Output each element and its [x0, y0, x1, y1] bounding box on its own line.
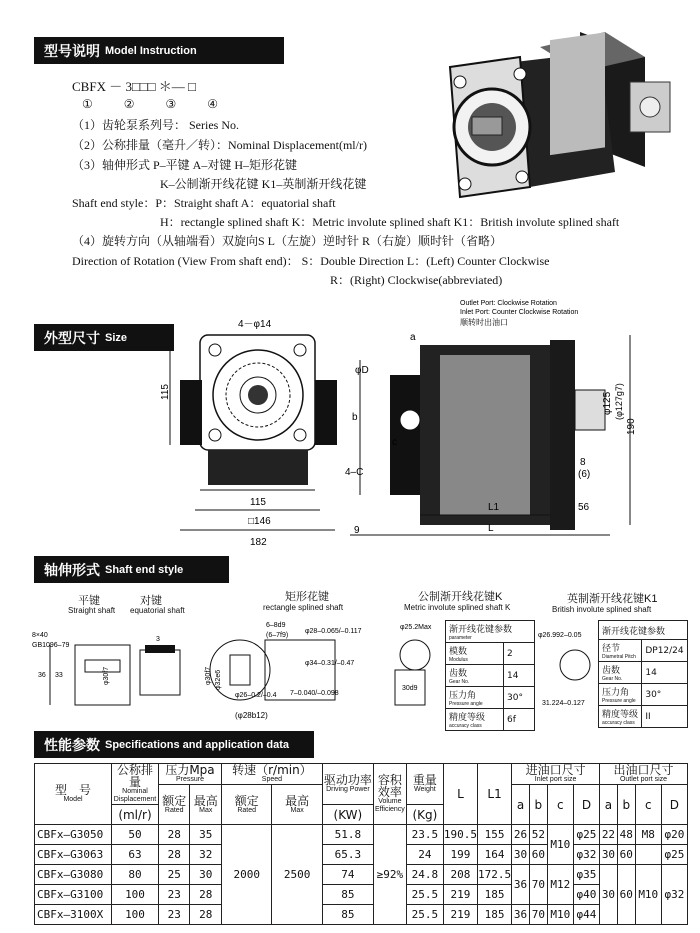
dim-26992: φ26.992–0.05 — [538, 632, 582, 639]
table-row — [35, 905, 688, 925]
cell-oa: 30 — [600, 845, 618, 865]
cell-eff: ≥92% — [373, 825, 406, 925]
dim-k1: 8 — [580, 457, 586, 468]
dim-36: 36 — [38, 672, 46, 679]
table-row — [35, 885, 688, 905]
th-speed: 转速（r/min） Speed — [221, 764, 322, 785]
cell-oc: M10 — [635, 865, 661, 925]
dim-56: 56 — [578, 502, 590, 513]
metric-row-value: 2 — [504, 643, 535, 665]
header-zh: 性能参数 — [44, 737, 100, 754]
cell-oD: φ25 — [661, 845, 687, 865]
cell-press-rated: 23 — [159, 905, 190, 925]
shaft-style-header — [34, 556, 229, 583]
british-shaft-zh: 英制渐开线花键K1 — [567, 593, 658, 605]
dim-32e6: φ32e6 — [215, 669, 222, 690]
table-row — [35, 825, 688, 845]
side-view-drawing — [340, 295, 660, 550]
dim-30f7: φ30f7 — [103, 666, 110, 685]
shaft-drawings — [30, 615, 690, 730]
table-row — [35, 865, 688, 885]
header-en: Model Instruction — [105, 44, 197, 57]
cell-iD: φ35 — [573, 865, 599, 885]
dim-front-h: 115 — [160, 384, 171, 400]
cell-ic: M12 — [547, 865, 573, 905]
pump-product-image — [430, 12, 680, 212]
th-ob: b — [617, 785, 635, 825]
cell-press-max: 28 — [190, 905, 222, 925]
th-disp: 公称排量 Nominal Displacement — [112, 764, 159, 805]
cell-ic: M10 — [547, 905, 573, 925]
cell-weight: 24.8 — [406, 865, 443, 885]
rect-shaft-en: rectangle splined shaft — [263, 603, 344, 612]
th-ia: a — [512, 785, 530, 825]
th-outlet: 出油口尺寸 Outlet port size — [600, 764, 688, 785]
th-L: L — [443, 764, 477, 825]
model-line-1: （1）齿轮泵系列号： Series No. — [72, 118, 239, 132]
dim-spline: 6–8d9 — [266, 622, 286, 629]
metric-shaft-en: Metric involute splined shaft K — [404, 603, 511, 612]
cell-ia: 36 — [512, 905, 530, 925]
cell-disp: 80 — [112, 865, 159, 885]
cell-ib: 60 — [529, 845, 547, 865]
british-row-key: 径节 Diametral Pitch — [599, 640, 642, 662]
british-row-value: II — [642, 706, 688, 728]
th-speed-max: 最高 Max — [272, 785, 322, 825]
cell-L1: 185 — [478, 885, 512, 905]
cell-L: 199 — [443, 845, 477, 865]
model-line-4: K–公制渐开线花键 K1–英制渐开线花键 — [160, 177, 367, 191]
metric-row-value: 6f — [504, 709, 535, 731]
metric-row-value: 14 — [504, 665, 535, 687]
cell-press-max: 35 — [190, 825, 222, 845]
cell-model: CBFx–G3050 — [35, 825, 112, 845]
dim-31224: 31.224–0.127 — [542, 700, 585, 707]
header-en: Size — [105, 331, 128, 344]
th-model: 型 号 Model — [35, 764, 112, 825]
size-header — [34, 324, 174, 351]
cell-ob: 48 — [617, 825, 635, 845]
table-row — [35, 845, 688, 865]
th-speed-rated: 额定 Rated — [221, 785, 271, 825]
th-disp-unit: (ml/r) — [112, 805, 159, 825]
dim-b: b — [352, 412, 358, 423]
th-power-unit: (KW) — [322, 805, 373, 825]
dim-26: φ26–0.2/–0.4 — [235, 692, 277, 699]
header-zh: 轴伸形式 — [44, 562, 100, 579]
british-shaft-en: British involute splined shaft — [552, 605, 652, 614]
equatorial-shaft-zh: 对键 — [140, 595, 162, 607]
dim-spline2: (6–7f9) — [266, 632, 289, 639]
th-oa: a — [600, 785, 618, 825]
cell-press-max: 30 — [190, 865, 222, 885]
cell-disp: 100 — [112, 905, 159, 925]
dim-33: 33 — [55, 672, 63, 679]
metric-spline-table — [445, 620, 535, 731]
ports-note-2: Inlet Port: Counter Clockwise Rotation — [460, 309, 579, 316]
cell-press-rated: 28 — [159, 845, 190, 865]
cell-press-max: 28 — [190, 885, 222, 905]
cell-L: 208 — [443, 865, 477, 885]
model-line-6: H：rectangle splined shaft K：Metric involute splined shaft K1：British involute splined shaft — [160, 215, 620, 229]
front-view-drawing — [160, 305, 365, 550]
th-L1: L1 — [478, 764, 512, 825]
cell-weight: 25.5 — [406, 905, 443, 925]
th-ib: b — [529, 785, 547, 825]
model-markers: ① ② ③ ④ — [82, 97, 219, 111]
cell-weight: 23.5 — [406, 825, 443, 845]
ports-note-zh: 顺转时出油口 — [460, 318, 508, 327]
model-line-5: Shaft end style：P：Straight shaft A：equatorial shaft — [72, 196, 336, 210]
spec-table — [34, 763, 688, 925]
ports-note-1: Outlet Port: Clockwise Rotation — [460, 300, 557, 307]
cell-ob: 60 — [617, 845, 635, 865]
british-row-key: 齿数 Gear No. — [599, 662, 642, 684]
dim-28: φ28–0.065/–0.117 — [305, 628, 362, 635]
cell-model: CBFx–3100X — [35, 905, 112, 925]
dim-9: 9 — [354, 525, 360, 536]
dim-a: a — [410, 332, 416, 343]
cell-ic: M10 — [547, 825, 573, 865]
british-row-value: 30° — [642, 684, 688, 706]
cell-ib: 70 — [529, 905, 547, 925]
model-line-9: R：(Right) Clockwise(abbreviated) — [330, 273, 503, 287]
dim-fit: (φ127g7) — [614, 383, 624, 420]
cell-oa: 30 — [600, 865, 618, 925]
th-pressure: 压力Mpa Pressure — [159, 764, 222, 785]
british-row-key: 压力角 Pressure angle — [599, 684, 642, 706]
cell-ia: 30 — [512, 845, 530, 865]
cell-model: CBFx–G3063 — [35, 845, 112, 865]
dim-252: φ25.2Max — [400, 624, 432, 631]
dim-c: c — [392, 437, 397, 448]
straight-shaft-zh: 平键 — [78, 595, 100, 607]
model-line-7: （4）旋转方向（从轴端看）双旋向S L（左旋）逆时针 R（右旋）顺时针（省略） — [72, 234, 503, 248]
th-weight-unit: (Kg) — [406, 805, 443, 825]
dim-key: 8×40 — [32, 632, 48, 639]
header-en: Specifications and application data — [105, 738, 289, 751]
cell-L1: 164 — [478, 845, 512, 865]
metric-shaft-zh: 公制渐开线花键K — [418, 591, 503, 603]
cell-ia: 36 — [512, 865, 530, 905]
cell-ib: 70 — [529, 865, 547, 905]
cell-oa: 22 — [600, 825, 618, 845]
cell-L1: 172.5 — [478, 865, 512, 885]
header-zh: 型号说明 — [44, 43, 100, 60]
model-code: CBFX － 3□□□ ＊— □ — [72, 79, 196, 94]
model-instruction-header — [34, 37, 284, 64]
cell-L: 219 — [443, 885, 477, 905]
cell-ob: 60 — [617, 865, 635, 925]
cell-L1: 185 — [478, 905, 512, 925]
th-press-rated: 额定 Rated — [159, 785, 190, 825]
th-iD: D — [573, 785, 599, 825]
cell-L1: 155 — [478, 825, 512, 845]
cell-power: 74 — [322, 865, 373, 885]
dim-front-w2: □146 — [248, 516, 271, 527]
th-oc: c — [635, 785, 661, 825]
cell-power: 85 — [322, 885, 373, 905]
cell-oD: φ20 — [661, 825, 687, 845]
british-row-key: 精度等级 accuracy class — [599, 706, 642, 728]
metric-row-value: 30° — [504, 687, 535, 709]
model-line-2: （2）公称排量（毫升／转）：Nominal Displacement(ml/r) — [72, 138, 367, 152]
cell-iD: φ40 — [573, 885, 599, 905]
rect-shaft-zh: 矩形花键 — [285, 591, 329, 603]
cell-oc: M8 — [635, 825, 661, 845]
cell-weight: 24 — [406, 845, 443, 865]
straight-shaft-en: Straight shaft — [68, 606, 116, 615]
model-line-3: （3）轴伸形式 P–平键 A–对键 H–矩形花键 — [72, 158, 298, 172]
cell-disp: 63 — [112, 845, 159, 865]
dim-7: 7–0.040/–0.098 — [290, 690, 339, 697]
cell-model: CBFx–G3080 — [35, 865, 112, 885]
dim-eq3: 3 — [156, 636, 160, 643]
cell-iD: φ25 — [573, 825, 599, 845]
dim-L1: L1 — [488, 502, 500, 513]
header-zh: 外型尺寸 — [44, 330, 100, 347]
metric-row-key: 模数 Modulus — [446, 643, 504, 665]
cell-weight: 25.5 — [406, 885, 443, 905]
dim-L: L — [488, 523, 494, 534]
british-row-value: 14 — [642, 662, 688, 684]
dim-30f7b: φ30f7 — [205, 666, 212, 685]
dim-28b12: (φ28b12) — [235, 711, 268, 720]
th-power: 驱动功率 Driving Power — [322, 764, 373, 805]
th-oD: D — [661, 785, 687, 825]
th-inlet: 进油口尺寸 Inlet port size — [512, 764, 600, 785]
cell-L: 219 — [443, 905, 477, 925]
equatorial-shaft-en: equatorial shaft — [130, 606, 185, 615]
dim-C: 4–C — [345, 467, 364, 478]
cell-power: 65.3 — [322, 845, 373, 865]
dim-front-w3: 182 — [250, 537, 267, 548]
dim-holes: 4－φ14 — [238, 319, 272, 330]
cell-power: 85 — [322, 905, 373, 925]
cell-ia: 26 — [512, 825, 530, 845]
cell-press-rated: 25 — [159, 865, 190, 885]
spec-header — [34, 731, 314, 758]
dim-d1: φ125 — [602, 391, 613, 415]
dim-30d9: 30d9 — [402, 685, 418, 692]
th-press-max: 最高 Max — [190, 785, 222, 825]
cell-press-max: 32 — [190, 845, 222, 865]
cell-L: 190.5 — [443, 825, 477, 845]
cell-power: 51.8 — [322, 825, 373, 845]
cell-disp: 100 — [112, 885, 159, 905]
dim-h: 190 — [626, 418, 637, 435]
metric-table-title: 渐开线花键参数 parameter — [446, 621, 535, 643]
cell-disp: 50 — [112, 825, 159, 845]
cell-press-rated: 28 — [159, 825, 190, 845]
cell-speed-rated: 2000 — [221, 825, 271, 925]
metric-row-key: 压力角 Pressure angle — [446, 687, 504, 709]
dim-D: φD — [355, 365, 369, 376]
metric-row-key: 齿数 Gear No. — [446, 665, 504, 687]
th-eff: 容积效率 Volume Efficiency — [373, 764, 406, 825]
metric-row-key: 精度等级 accuracy class — [446, 709, 504, 731]
cell-model: CBFx–G3100 — [35, 885, 112, 905]
british-row-value: DP12/24 — [642, 640, 688, 662]
header-en: Shaft end style — [105, 563, 184, 576]
cell-ib: 52 — [529, 825, 547, 845]
dim-front-w1: 115 — [250, 497, 266, 508]
cell-press-rated: 23 — [159, 885, 190, 905]
cell-iD: φ32 — [573, 845, 599, 865]
th-weight: 重量 Weight — [406, 764, 443, 805]
th-ic: c — [547, 785, 573, 825]
model-line-8: Direction of Rotation (View From shaft end)： S：Double Direction L：(Left) Counter Clockwise — [72, 254, 550, 268]
cell-oD: φ32 — [661, 865, 687, 925]
dim-std: GB1096–79 — [32, 642, 70, 649]
british-spline-table — [598, 620, 688, 728]
cell-iD: φ44 — [573, 905, 599, 925]
dim-34: φ34–0.31/–0.47 — [305, 660, 355, 667]
british-table-title: 渐开线花键参数 — [599, 621, 688, 640]
dim-k2: (6) — [578, 469, 591, 480]
cell-speed-max: 2500 — [272, 825, 322, 925]
